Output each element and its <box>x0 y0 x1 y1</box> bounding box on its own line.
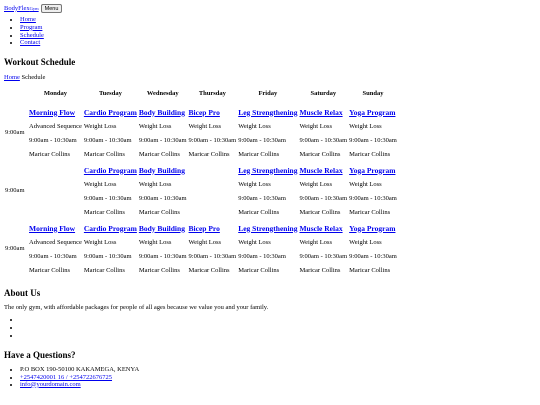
schedule-cell <box>348 162 398 220</box>
day-header-friday: Friday <box>258 89 278 97</box>
schedule-cell <box>138 162 188 220</box>
about-title: About Us <box>4 287 41 298</box>
breadcrumb-home-link[interactable]: Home <box>4 73 20 81</box>
class-description: Advanced Sequence <box>29 122 82 130</box>
class-time: 9:00am - 10:30am <box>349 136 397 144</box>
schedule-cell <box>83 220 138 278</box>
schedule-row <box>4 162 398 220</box>
day-header-saturday: Saturday <box>310 89 337 97</box>
class-description: Weight Loss <box>138 122 172 130</box>
nav-item-program <box>20 24 536 32</box>
class-title-link[interactable]: Muscle Relax <box>299 107 343 117</box>
class-description: Weight Loss <box>349 180 382 188</box>
class-trainer: Maricar Collins <box>188 150 230 158</box>
day-header-monday: Monday <box>43 89 67 97</box>
class-trainer: Maricar Collins <box>138 208 180 216</box>
class-title-link[interactable]: Leg Strengthening <box>238 165 298 175</box>
schedule-cell <box>188 104 238 162</box>
class-title-link[interactable]: Yoga Program <box>349 223 396 233</box>
class-title-link[interactable]: Body Building <box>138 107 185 117</box>
class-description: Weight Loss <box>349 238 382 246</box>
class-title-link[interactable]: Cardio Program <box>83 107 137 117</box>
schedule-header-row <box>4 88 398 104</box>
social-link-item[interactable] <box>20 316 536 324</box>
class-trainer: Maricar Collins <box>299 266 341 274</box>
schedule-cell <box>237 162 298 220</box>
class-trainer: Maricar Collins <box>138 150 180 158</box>
time-column-header <box>4 88 28 104</box>
class-time: 9:00am - 10:30am <box>29 252 77 260</box>
social-link-item[interactable] <box>20 324 536 332</box>
class-description: Weight Loss <box>83 238 117 246</box>
class-trainer: Maricar Collins <box>29 266 70 274</box>
schedule-cell <box>298 220 348 278</box>
class-title-link[interactable]: Muscle Relax <box>299 223 343 233</box>
class-title-link[interactable]: Leg Strengthening <box>238 223 298 233</box>
nav-item-home <box>20 16 536 24</box>
class-time: 9:00am - 10:30am <box>83 252 132 260</box>
class-trainer: Maricar Collins <box>299 150 341 158</box>
nav-item-schedule <box>20 32 536 40</box>
class-trainer: Maricar Collins <box>83 150 125 158</box>
schedule-cell <box>237 220 298 278</box>
class-description: Weight Loss <box>138 180 172 188</box>
class-trainer: Maricar Collins <box>299 208 341 216</box>
class-time: 9:00am - 10:30am <box>349 252 397 260</box>
class-trainer: Maricar Collins <box>188 266 230 274</box>
nav-item-contact <box>20 39 536 47</box>
schedule-cell <box>138 220 188 278</box>
class-description: Weight Loss <box>238 122 271 130</box>
row-time: 9:00am <box>5 128 25 136</box>
breadcrumb <box>4 74 536 82</box>
class-description: Weight Loss <box>238 180 271 188</box>
class-time: 9:00am - 10:30am <box>138 194 187 202</box>
schedule-cell <box>188 162 238 220</box>
class-trainer: Maricar Collins <box>349 266 391 274</box>
schedule-cell <box>348 104 398 162</box>
class-title-link[interactable]: Yoga Program <box>349 107 396 117</box>
schedule-cell <box>298 104 348 162</box>
schedule-row <box>4 104 398 162</box>
schedule-cell <box>237 104 298 162</box>
class-trainer: Maricar Collins <box>29 150 70 158</box>
class-time: 9:00am - 10:30am <box>83 194 132 202</box>
class-description: Weight Loss <box>299 238 332 246</box>
menu-toggle-button[interactable]: Menu <box>41 4 63 13</box>
class-description: Weight Loss <box>349 122 382 130</box>
class-time: 9:00am - 10:30am <box>83 136 132 144</box>
schedule-cell <box>348 220 398 278</box>
class-time: 9:00am - 10:30am <box>299 194 348 202</box>
nav-link-home[interactable]: Home <box>20 16 36 23</box>
contact-email-item <box>20 381 536 388</box>
contact-phone-link[interactable]: +2547420001 16 / +254722676725 <box>20 373 113 381</box>
class-time: 9:00am - 10:30am <box>188 252 237 260</box>
nav-link-schedule[interactable]: Schedule <box>20 31 44 39</box>
class-description: Weight Loss <box>188 238 222 246</box>
class-description: Weight Loss <box>138 238 172 246</box>
nav-link-program[interactable]: Program <box>20 23 43 31</box>
class-trainer: Maricar Collins <box>238 266 280 274</box>
main-nav <box>4 16 536 47</box>
class-title-link[interactable]: Morning Flow <box>29 107 76 117</box>
day-header-wednesday: Wednesday <box>146 89 179 97</box>
brand-suffix: Gym <box>29 5 39 11</box>
breadcrumb-current: Schedule <box>21 73 46 81</box>
class-title-link[interactable]: Body Building <box>138 223 185 233</box>
row-time: 9:00am <box>5 186 25 194</box>
class-trainer: Maricar Collins <box>349 150 391 158</box>
class-description: Weight Loss <box>188 122 222 130</box>
day-header-thursday: Thursday <box>198 89 226 97</box>
class-time: 9:00am - 10:30am <box>299 136 348 144</box>
contact-title: Have a Questions? <box>4 349 76 360</box>
class-title-link[interactable]: Bicep Pro <box>188 223 220 233</box>
class-trainer: Maricar Collins <box>238 208 280 216</box>
contact-section <box>4 350 536 388</box>
class-title-link[interactable]: Leg Strengthening <box>238 107 298 117</box>
class-trainer: Maricar Collins <box>238 150 280 158</box>
class-time: 9:00am - 10:30am <box>188 136 237 144</box>
about-section <box>4 288 536 340</box>
schedule-cell <box>188 220 238 278</box>
contact-address: • P.O BOX 190-50100 KAKAMEGA, KENYA <box>20 366 536 373</box>
class-time: 9:00am - 10:30am <box>138 252 187 260</box>
class-title-link[interactable]: Body Building <box>138 165 185 175</box>
class-description: Weight Loss <box>299 122 332 130</box>
brand-logo-link[interactable] <box>4 5 39 13</box>
schedule-cell <box>298 162 348 220</box>
social-links <box>4 316 536 339</box>
class-time: 9:00am - 10:30am <box>299 252 348 260</box>
class-title-link[interactable]: Morning Flow <box>29 223 76 233</box>
class-trainer: Maricar Collins <box>349 208 391 216</box>
contact-phone-item <box>20 374 536 381</box>
contact-email-link[interactable]: info@yourdomain.com <box>20 380 81 388</box>
schedule-cell <box>28 220 83 278</box>
class-trainer: Maricar Collins <box>83 266 125 274</box>
brand-name: BodyFlex <box>4 4 30 12</box>
class-time: 9:00am - 10:30am <box>238 252 286 260</box>
class-time: 9:00am - 10:30am <box>349 194 397 202</box>
schedule-cell <box>28 104 83 162</box>
nav-link-contact[interactable]: Contact <box>20 39 41 47</box>
class-description: Advanced Sequence <box>29 238 82 246</box>
schedule-cell <box>138 104 188 162</box>
day-header-tuesday: Tuesday <box>98 89 122 97</box>
schedule-cell <box>28 162 83 220</box>
class-title-link[interactable]: Cardio Program <box>83 223 137 233</box>
schedule-row <box>4 220 398 278</box>
class-title-link[interactable]: Cardio Program <box>83 165 137 175</box>
page-title: Workout Schedule <box>4 57 76 68</box>
class-trainer: Maricar Collins <box>138 266 180 274</box>
header <box>4 3 536 14</box>
class-trainer: Maricar Collins <box>83 208 125 216</box>
schedule-cell <box>83 104 138 162</box>
class-title-link[interactable]: Bicep Pro <box>188 107 220 117</box>
class-time: 9:00am - 10:30am <box>29 136 77 144</box>
class-description: Weight Loss <box>83 122 117 130</box>
social-link-item[interactable] <box>20 332 536 340</box>
about-text: The only gym, with affordable packages for people of all ages because we value you and your family. <box>4 304 269 312</box>
schedule-table <box>4 88 398 278</box>
row-time: 9:00am <box>5 244 25 252</box>
class-title-link[interactable]: Muscle Relax <box>299 165 343 175</box>
class-description: Weight Loss <box>238 238 271 246</box>
class-description: Weight Loss <box>299 180 332 188</box>
class-time: 9:00am - 10:30am <box>138 136 187 144</box>
day-header-sunday: Sunday <box>362 89 384 97</box>
schedule-cell <box>83 162 138 220</box>
contact-list <box>4 366 536 387</box>
class-title-link[interactable]: Yoga Program <box>349 165 396 175</box>
class-time: 9:00am - 10:30am <box>238 194 286 202</box>
schedule-body <box>4 104 398 278</box>
class-time: 9:00am - 10:30am <box>238 136 286 144</box>
class-description: Weight Loss <box>83 180 117 188</box>
